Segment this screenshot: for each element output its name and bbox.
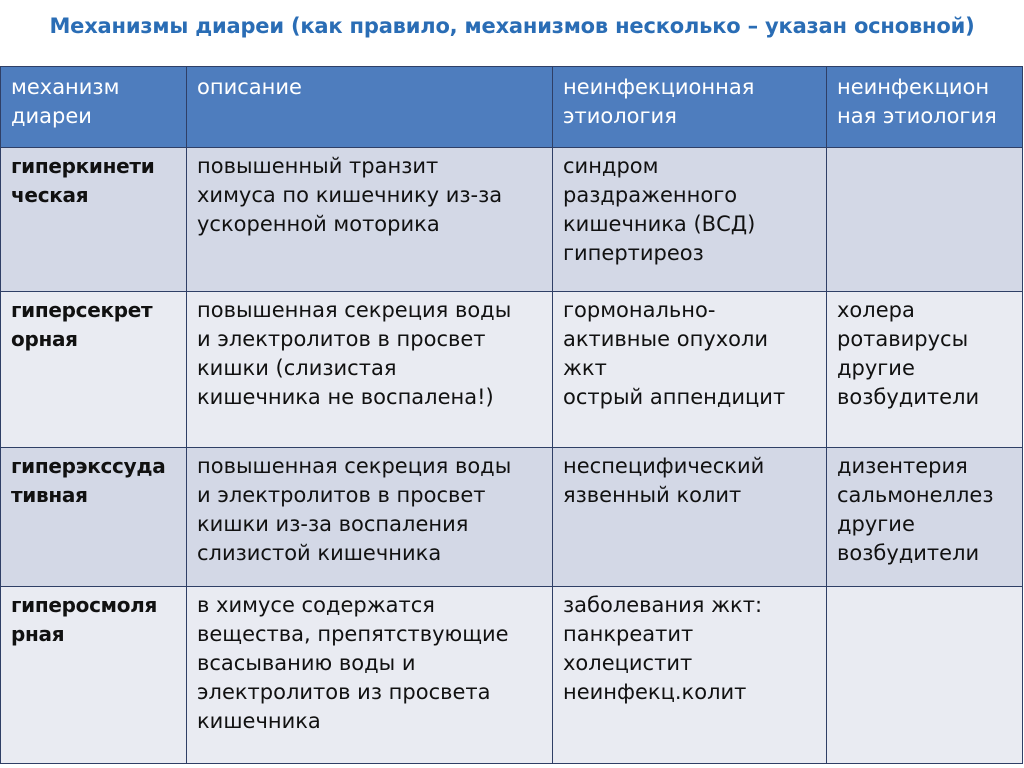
cell-text: сальмонеллез xyxy=(837,483,994,507)
cell-noninfectious xyxy=(553,292,827,448)
cell-text: возбудители xyxy=(837,385,980,409)
header-row xyxy=(1,67,1023,148)
cell-text: вещества, препятствующие xyxy=(197,622,509,646)
cell-text: другие xyxy=(837,356,915,380)
cell-text: холецистит xyxy=(563,651,693,675)
cell-text: кишечника (ВСД) xyxy=(563,212,756,236)
header-text: неинфекционная xyxy=(563,75,755,99)
cell-text: кишечника не воспалена!) xyxy=(197,385,494,409)
cell-text: тивная xyxy=(11,483,88,507)
cell-text: заболевания жкт: xyxy=(563,593,763,617)
cell-text: панкреатит xyxy=(563,622,694,646)
cell-infectious xyxy=(827,148,1023,292)
header-text: диареи xyxy=(11,104,92,128)
diarrhea-mechanisms-table xyxy=(0,66,1023,764)
cell-noninfectious xyxy=(553,148,827,292)
cell-text: и электролитов в просвет xyxy=(197,327,486,351)
cell-text: активные опухоли xyxy=(563,327,769,351)
cell-text: химуса по кишечнику из-за xyxy=(197,183,503,207)
cell-text: гормонально- xyxy=(563,298,716,322)
cell-mechanism xyxy=(1,448,187,587)
cell-text: дизентерия xyxy=(837,454,968,478)
cell-text: ротавирусы xyxy=(837,327,969,351)
header-text: неинфекцион xyxy=(837,75,990,99)
cell-text: в химусе содержатся xyxy=(197,593,435,617)
cell-text: повышенная секреция воды xyxy=(197,298,512,322)
cell-text: неинфекц.колит xyxy=(563,680,747,704)
table-row xyxy=(1,148,1023,292)
cell-mechanism xyxy=(1,587,187,764)
cell-text: рная xyxy=(11,622,65,646)
table-row xyxy=(1,292,1023,448)
cell-text: кишки из-за воспаления xyxy=(197,512,469,536)
cell-noninfectious xyxy=(553,448,827,587)
cell-mechanism xyxy=(1,292,187,448)
cell-text: язвенный колит xyxy=(563,483,742,507)
header-mechanism xyxy=(1,67,187,148)
cell-text: синдром xyxy=(563,154,659,178)
cell-text: повышенный транзит xyxy=(197,154,439,178)
cell-infectious xyxy=(827,292,1023,448)
cell-text: и электролитов в просвет xyxy=(197,483,486,507)
cell-text: острый аппендицит xyxy=(563,385,786,409)
slide-title: Механизмы диареи (как правило, механизмов несколько – указан основной) xyxy=(49,14,975,38)
cell-description xyxy=(187,587,553,764)
table-row xyxy=(1,587,1023,764)
cell-text: гиперэкссуда xyxy=(11,454,166,478)
table-row xyxy=(1,448,1023,587)
cell-text: кишечника xyxy=(197,709,321,733)
cell-text: раздраженного xyxy=(563,183,738,207)
cell-text: ускоренной моторика xyxy=(197,212,440,236)
header-text: этиология xyxy=(563,104,677,128)
cell-text: электролитов из просвета xyxy=(197,680,491,704)
header-noninfectious-etiology xyxy=(553,67,827,148)
cell-mechanism xyxy=(1,148,187,292)
header-infectious-etiology xyxy=(827,67,1023,148)
cell-text: слизистой кишечника xyxy=(197,541,442,565)
cell-text: повышенная секреция воды xyxy=(197,454,512,478)
cell-infectious xyxy=(827,587,1023,764)
cell-text: другие xyxy=(837,512,915,536)
cell-noninfectious xyxy=(553,587,827,764)
header-text: описание xyxy=(197,75,302,99)
cell-text: гиперосмоля xyxy=(11,593,158,617)
cell-infectious xyxy=(827,448,1023,587)
cell-description xyxy=(187,148,553,292)
cell-text: гипертиреоз xyxy=(563,241,704,265)
cell-text: возбудители xyxy=(837,541,980,565)
header-description xyxy=(187,67,553,148)
cell-text: холера xyxy=(837,298,915,322)
cell-text: всасыванию воды и xyxy=(197,651,416,675)
cell-description xyxy=(187,292,553,448)
cell-text: гиперкинети xyxy=(11,154,155,178)
cell-text: неспецифический xyxy=(563,454,765,478)
cell-text: кишки (слизистая xyxy=(197,356,397,380)
cell-text: ческая xyxy=(11,183,89,207)
cell-description xyxy=(187,448,553,587)
header-text: ная этиология xyxy=(837,104,997,128)
cell-text: гиперсекрет xyxy=(11,298,153,322)
cell-text: орная xyxy=(11,327,78,351)
cell-text: жкт xyxy=(563,356,607,380)
header-text: механизм xyxy=(11,75,120,99)
